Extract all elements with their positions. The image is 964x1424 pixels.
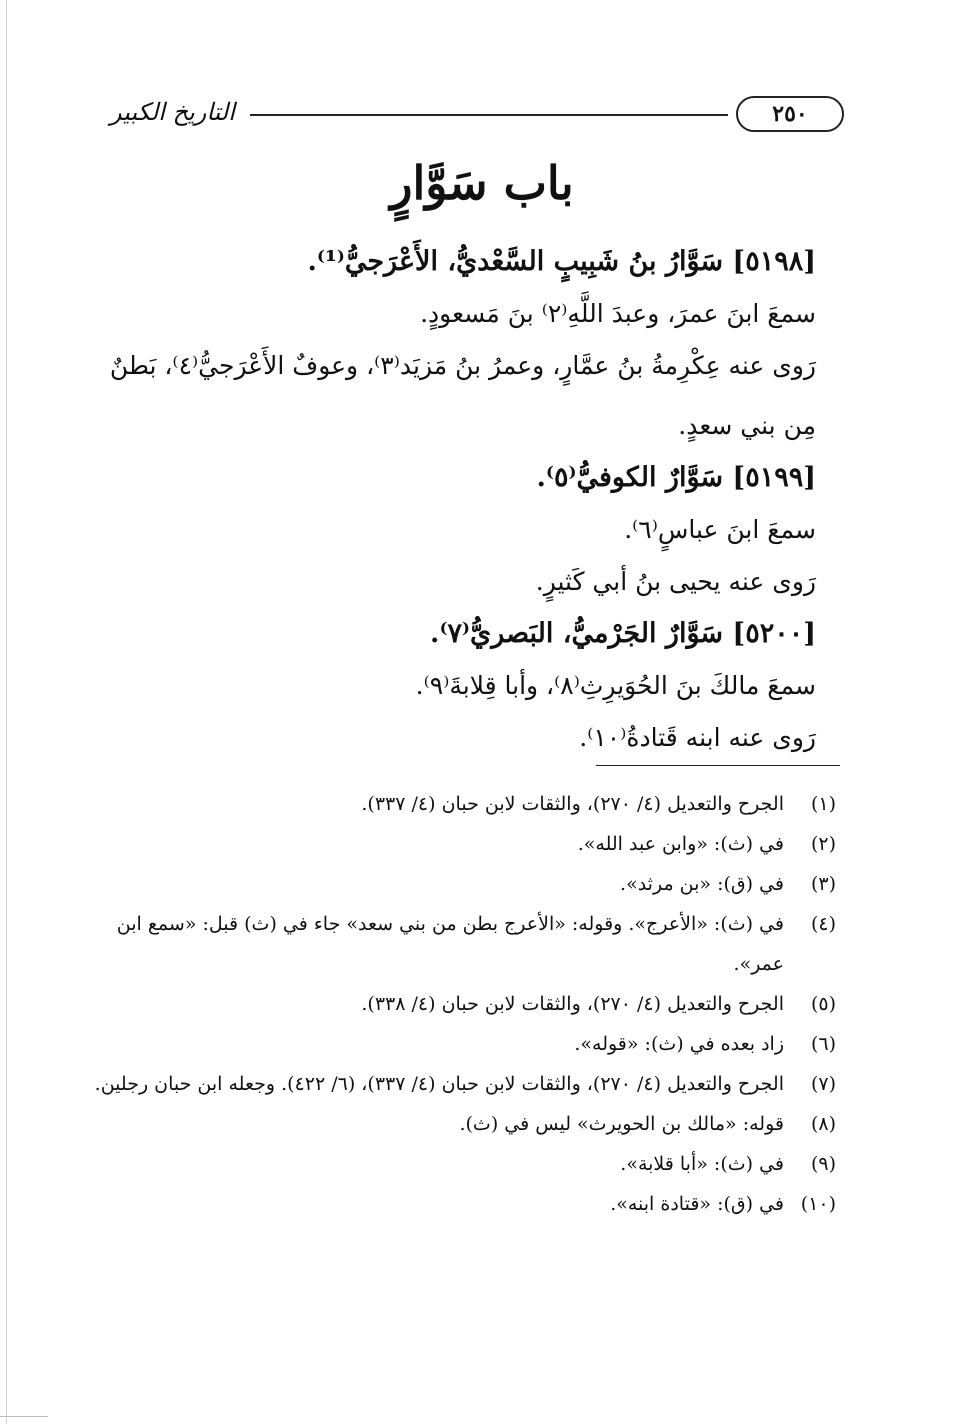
- main-text: [109, 236, 816, 764]
- running-header: [110, 96, 844, 136]
- footnote-text: في (ث): «أبا قلابة».: [620, 1153, 784, 1175]
- entry-heading: [٥١٩٨] سَوَّارُ بنُ شَبِيبٍ السَّعْديُّ، الأَعْرَجيُّ⁽¹⁾.: [307, 246, 816, 277]
- footnote-text: الجرح والتعديل (٤/ ٢٧٠)، والثقات لابن حبان (٤/ ٣٣٧)، (٦/ ٤٢٢). وجعله ابن حبان رجلين.: [94, 1073, 784, 1095]
- footnote-separator: [596, 765, 840, 766]
- chapter-title: باب سَوَّارٍ: [390, 156, 574, 210]
- entry-heading: [٥١٩٩] سَوَّارٌ الكوفيُّ⁽٥⁾.: [536, 462, 816, 493]
- entry-line: سمعَ مالكَ بنَ الحُوَيرِثِ⁽٨⁾، وأبا قِلابةَ⁽٩⁾.: [415, 671, 816, 700]
- footnote-text: في (ق): «قتادة ابنه».: [610, 1193, 784, 1215]
- footnote-item: [76, 864, 836, 904]
- entry-line: رَوى عنه عِكْرِمةُ بنُ عمَّارٍ، وعمرُ بنُ مَزيَد⁽٣⁾، وعوفٌ الأَعْرَجيُّ⁽٤⁾، بَطنٌ: [109, 351, 816, 380]
- footnotes: [76, 784, 836, 1224]
- footnote-text: في (ث): «وابن عبد الله».: [577, 833, 784, 855]
- entry-heading: [٥٢٠٠] سَوَّارٌ الجَرْميُّ، البَصريُّ⁽٧⁾.: [430, 618, 816, 649]
- footnote-text: في (ق): «بن مرثد».: [620, 873, 784, 895]
- scan-edge-line: [6, 0, 7, 1424]
- footnote-item: [76, 784, 836, 824]
- footnote-item: [76, 1064, 836, 1104]
- entry-line: مِن بني سعدٍ.: [678, 411, 816, 440]
- footnote-number: (١): [810, 793, 836, 815]
- entry-line: رَوى عنه ابنه قَتادةُ⁽١٠⁾.: [579, 723, 816, 752]
- footnote-item: [76, 984, 836, 1024]
- footnote-number: (٩): [810, 1153, 836, 1175]
- spacer: [136, 392, 816, 400]
- footnote-item: [76, 1144, 836, 1184]
- footnote-number: (٢): [810, 833, 836, 855]
- footnote-number: (٤): [810, 913, 836, 935]
- footnote-text: في (ث): «الأعرج». وقوله: «الأعرج بطن من بني سعد» جاء في (ث) قبل: «سمع ابن عمر».: [116, 913, 784, 975]
- entry-line: سمعَ ابنَ عمرَ، وعبدَ اللَّهِ⁽٢⁾ بنَ مَسعودٍ.: [420, 299, 816, 328]
- footnote-text: زاد بعده في (ث): «قوله».: [574, 1033, 784, 1055]
- footnote-number: (٧): [810, 1073, 836, 1095]
- header-book-title: التاريخ الكبير: [110, 98, 235, 126]
- footnote-number: (٣): [810, 873, 836, 895]
- footnote-number: (٨): [810, 1113, 836, 1135]
- page-number-badge: ٢٥٠: [736, 96, 844, 132]
- entry-line: رَوى عنه يحيى بنُ أبي كَثيرٍ.: [535, 567, 816, 596]
- scan-bottom-line: [0, 1416, 48, 1417]
- footnote-item: [76, 1024, 836, 1064]
- footnote-text: قوله: «مالك بن الحويرث» ليس في (ث).: [459, 1113, 784, 1135]
- footnote-number: (٥): [810, 993, 836, 1015]
- footnote-text: الجرح والتعديل (٤/ ٢٧٠)، والثقات لابن حبان (٤/ ٣٣٧).: [361, 793, 784, 815]
- footnote-item: [76, 1184, 836, 1224]
- footnote-item: [76, 904, 836, 984]
- footnote-number: (١٠): [800, 1193, 836, 1215]
- header-rule: [250, 114, 728, 116]
- footnote-number: (٦): [810, 1033, 836, 1055]
- entry-line: سمعَ ابنَ عباسٍ⁽٦⁾.: [624, 515, 816, 544]
- footnote-item: [76, 1104, 836, 1144]
- footnote-item: [76, 824, 836, 864]
- footnote-text: الجرح والتعديل (٤/ ٢٧٠)، والثقات لابن حبان (٤/ ٣٣٨).: [361, 993, 784, 1015]
